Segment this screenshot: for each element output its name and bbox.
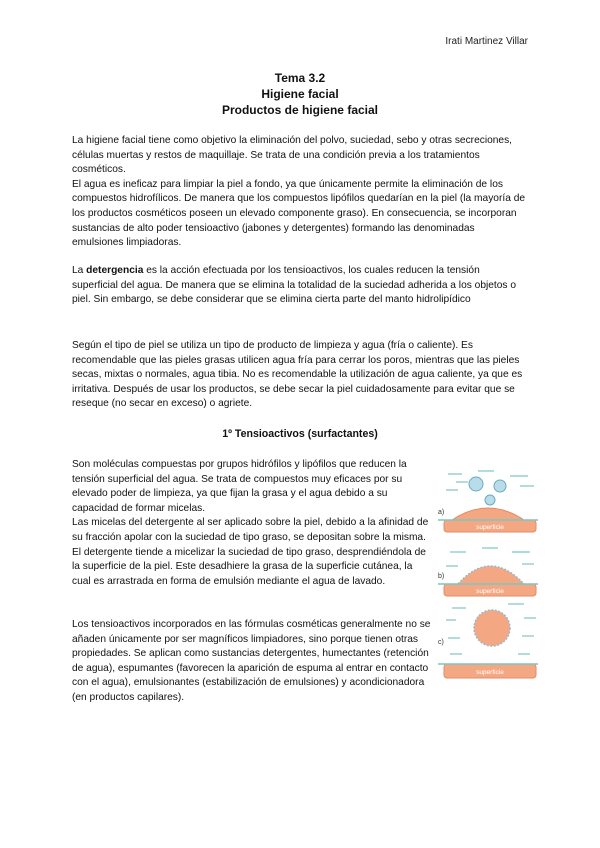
title-block: [0, 70, 600, 118]
tensioactivos-paragraph-3: Los tensioactivos incorporados en las fórmulas cosméticas generalmente no se añaden únicamente por ser magníficos limpiadores, sino porque tienen otras propiedades. Se aplican como sustancias detergentes, humectantes (retención de agua), espumantes (favorecen la aparición de espuma al entrar en contacto con el agua), emulsionantes (estabilización de emulsiones) y acondicionadora (en productos capilares).: [72, 619, 431, 703]
detergencia-term: detergencia: [86, 265, 144, 276]
intro-paragraph-2: El agua es ineficaz para limpiar la piel a fondo, ya que únicamente permite la eliminación de los compuestos hidrofílicos. De manera que los compuestos lipófilos quedarían en la piel (la mayoría de los productos cosméticos poseen un elevado componente graso). En consecuencia, se incorporan sustancias de alto poder tensioactivo (jabones y detergentes) formando las denominadas emulsiones limpiadoras.: [72, 178, 526, 249]
label-a: a): [438, 509, 445, 516]
surface-b-label: superficie: [476, 588, 504, 595]
tensioactivos-text-1: [72, 458, 432, 589]
subtitle-2: Productos de higiene facial: [221, 103, 379, 117]
intro-section: [72, 134, 528, 251]
topic-title: Tema 3.2: [274, 71, 326, 85]
detergencia-post: es la acción efectuada por los tensioactivos, los cuales reducen la tensión superficial del agua. De manera que se elimina la totalidad de la suciedad adherida a los objetos o piel. Sin embargo, se debe considerar que se elimina cierta parte del manto hidrolipídico: [72, 265, 517, 306]
label-c: c): [438, 639, 444, 646]
tensioactivos-paragraph-2: Las micelas del detergente al ser aplicado sobre la piel, debido a la afinidad de su fracción apolar con la suciedad de tipo graso, se depositan sobre la misma. El detergente tiende a micelizar la suciedad de tipo graso, desprendiéndola de la superficie de la piel. Este desadhiere la grasa de la superficie cutánea, la cual es arrastrada en forma de emulsión mediante el agua de lavado.: [72, 517, 429, 587]
skin-types-text: Según el tipo de piel se utiliza un tipo de producto de limpieza y agua (fría o caliente). Es recomendable que las pieles grasas utilicen agua fría para cerrar los poros, mientras que las pieles secas, mixtas o normales, agua tibia. No es recomendable la utilización de agua caliente, ya que es irritativa. Después de usar los productos, se debe secar la piel cuidadosamente para evitar que se reseque (no secar en exceso) o agriete.: [72, 340, 523, 410]
section-title: 1º Tensioactivos (surfactantes): [222, 428, 378, 440]
detergencia-pre: La: [72, 265, 87, 276]
subtitle: Higiene facial: [261, 87, 339, 101]
intro-paragraph-1: La higiene facial tiene como objetivo la eliminación del polvo, suciedad, sebo y otras secreciones, células muertas y restos de maquillaje. Se trata de una condición previa a los tratamientos cosméticos.: [72, 135, 513, 176]
skin-types-paragraph: [72, 339, 528, 412]
author-name: Irati Martinez Villar: [445, 36, 528, 47]
tensioactivos-text-2: [72, 618, 434, 706]
label-b: b): [438, 573, 445, 580]
surface-a-label: superficie: [476, 524, 504, 531]
surface-c-label: superficie: [476, 669, 504, 676]
detergencia-paragraph: [72, 264, 528, 308]
micelle-diagram: [438, 468, 538, 708]
tensioactivos-paragraph-1: Son moléculas compuestas por grupos hidrófilos y lipófilos que reducen la tensión superficial del agua. Se trata de compuestos muy eficaces por su elevado poder de limpieza, ya que fijan la grasa y el agua debido a su capacidad de formar micelas.: [72, 459, 407, 514]
micelle-diagram-svg: [438, 468, 538, 708]
